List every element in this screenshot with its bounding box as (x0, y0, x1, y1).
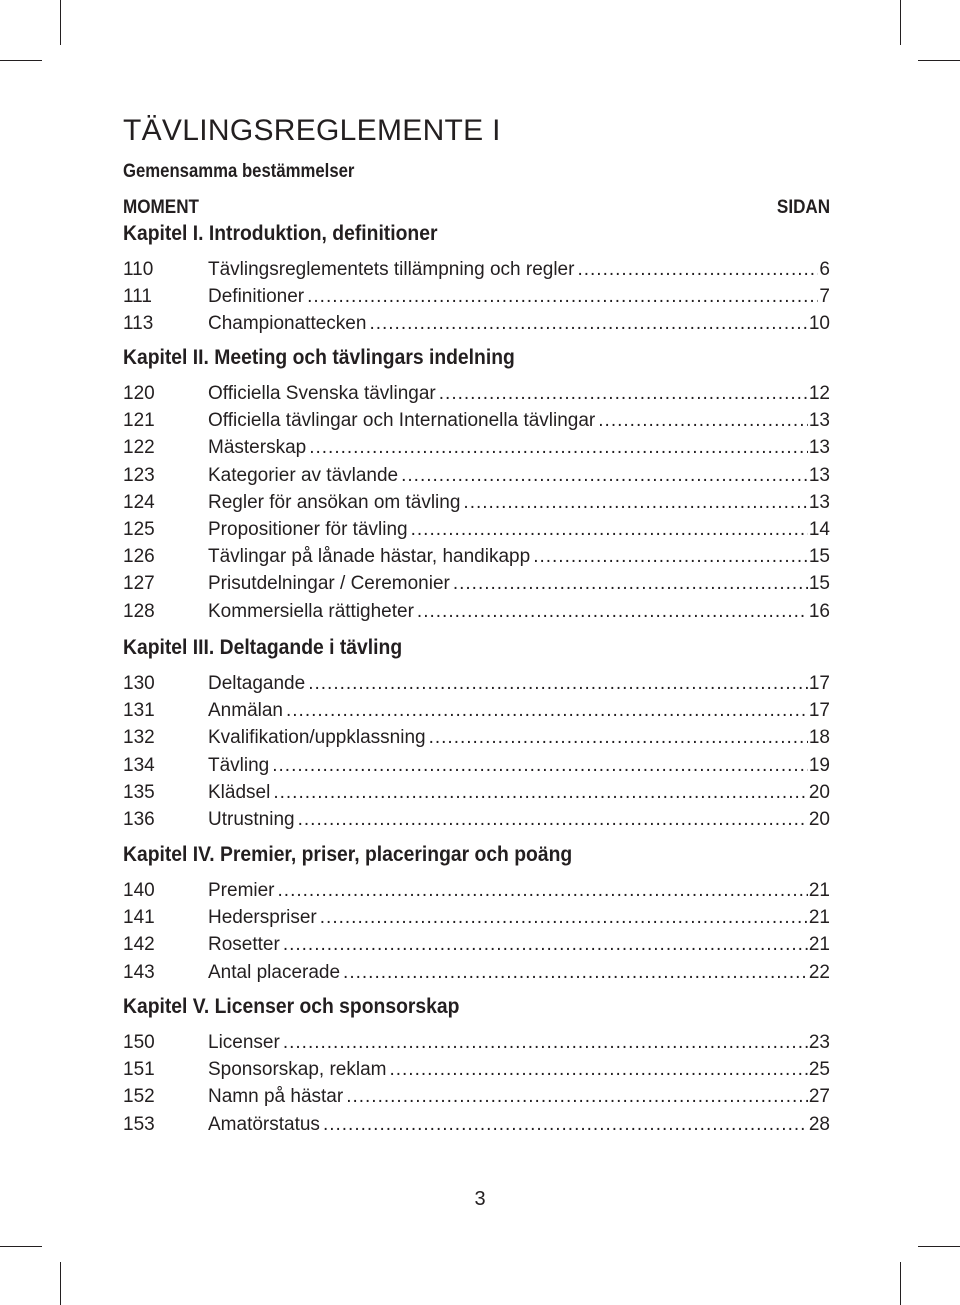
toc-entry[interactable] (123, 543, 830, 570)
dot-leader (346, 1083, 808, 1110)
entry-title: Mästerskap (208, 437, 307, 459)
entry-page-number: 23 (808, 1032, 830, 1053)
entry-page-number: 13 (808, 437, 830, 459)
entry-number: 141 (123, 907, 155, 929)
entry-page-number: 21 (808, 880, 830, 901)
toc-entry[interactable] (123, 283, 830, 310)
dot-leader (343, 959, 808, 986)
entry-page-number: 15 (808, 546, 830, 568)
entry-page-number: 17 (808, 700, 830, 722)
entry-number: 121 (123, 410, 155, 432)
entry-page-number: 25 (808, 1059, 830, 1081)
crop-mark (60, 0, 61, 45)
entry-number: 111 (123, 286, 152, 308)
toc-entry[interactable] (123, 904, 830, 931)
column-header-moment: MOMENT (123, 197, 199, 218)
chapter-heading: Kapitel III. Deltagande i tävling (123, 636, 403, 659)
toc-entry[interactable] (123, 570, 830, 597)
dot-leader (309, 434, 808, 461)
entry-page-number: 22 (808, 961, 830, 983)
toc-entry[interactable] (123, 516, 830, 543)
entry-number: 127 (123, 573, 155, 595)
dot-leader (298, 806, 808, 833)
entry-title: Tävlingar på lånade hästar, handikapp (208, 546, 531, 568)
entry-number: 134 (123, 754, 155, 776)
dot-leader (417, 598, 808, 625)
toc-entry[interactable] (123, 489, 830, 516)
entry-page-number: 18 (808, 727, 830, 749)
entry-page-number: 14 (808, 519, 830, 540)
toc-entry[interactable] (123, 434, 830, 461)
toc-entry[interactable] (123, 1083, 830, 1110)
entry-number: 120 (123, 383, 155, 404)
dot-leader (283, 1029, 808, 1056)
crop-mark (0, 1246, 42, 1247)
toc-entry[interactable] (123, 380, 830, 407)
entry-title: Tävlingsreglementets tillämpning och regler (208, 259, 575, 280)
crop-mark (0, 60, 42, 61)
entry-number: 151 (123, 1059, 155, 1081)
dot-leader (286, 697, 808, 724)
dot-leader (463, 489, 807, 516)
entry-number: 136 (123, 809, 155, 830)
toc-entry[interactable] (123, 1111, 830, 1138)
entry-page-number: 19 (808, 754, 830, 776)
toc-entry[interactable] (123, 724, 830, 751)
entry-title: Sponsorskap, reklam (208, 1059, 387, 1081)
entry-title: Hederspriser (208, 907, 317, 929)
entry-title: Utrustning (208, 809, 295, 830)
dot-leader (273, 779, 808, 806)
chapter-heading: Kapitel I. Introduktion, definitioner (123, 222, 438, 245)
entry-number: 125 (123, 519, 155, 540)
crop-mark (900, 1262, 901, 1305)
dot-leader (320, 904, 808, 931)
toc-entry[interactable] (123, 697, 830, 724)
entry-number: 131 (123, 700, 155, 722)
toc-entry[interactable] (123, 462, 830, 489)
entry-page-number: 20 (808, 781, 830, 803)
page-number: 3 (474, 1188, 486, 1210)
entry-number: 110 (123, 259, 154, 280)
entry-number: 122 (123, 437, 155, 459)
dot-leader (369, 310, 807, 337)
toc-entry[interactable] (123, 256, 830, 283)
entry-page-number: 10 (808, 313, 830, 335)
entry-title: Amatörstatus (208, 1113, 320, 1135)
entry-title: Namn på hästar (208, 1086, 344, 1108)
entry-number: 128 (123, 600, 155, 622)
chapter-heading: Kapitel II. Meeting och tävlingars indelning (123, 346, 515, 369)
column-header-sidan: SIDAN (776, 197, 830, 218)
chapter-heading: Kapitel V. Licenser och sponsorskap (123, 995, 460, 1018)
toc-entry[interactable] (123, 959, 830, 986)
entry-title: Licenser (208, 1032, 280, 1053)
entry-page-number: 20 (808, 809, 830, 830)
entry-title: Regler för ansökan om tävling (208, 491, 461, 513)
dot-leader (577, 256, 818, 283)
entry-number: 113 (123, 313, 154, 335)
crop-mark (900, 0, 901, 45)
entry-page-number: 21 (808, 934, 830, 956)
crop-mark (60, 1262, 61, 1305)
entry-number: 142 (123, 934, 155, 956)
entry-title: Kommersiella rättigheter (208, 600, 414, 622)
entry-title: Rosetter (208, 934, 280, 956)
toc-entry[interactable] (123, 779, 830, 806)
dot-leader (283, 931, 808, 958)
crop-mark (918, 60, 960, 61)
toc-entry[interactable] (123, 310, 830, 337)
toc-entry[interactable] (123, 806, 830, 833)
entry-number: 132 (123, 727, 155, 749)
toc-entry[interactable] (123, 1029, 830, 1056)
entry-page-number: 13 (808, 410, 830, 432)
entry-number: 152 (123, 1086, 155, 1108)
entry-title: Propositioner för tävling (208, 519, 408, 540)
toc-entry[interactable] (123, 670, 830, 697)
entry-title: Anmälan (208, 700, 283, 722)
chapter-heading: Kapitel IV. Premier, priser, placeringar och poäng (123, 843, 573, 866)
entry-page-number: 21 (808, 907, 830, 929)
page-title: TÄVLINGSREGLEMENTE I (123, 114, 501, 147)
entry-title: Officiella Svenska tävlingar (208, 383, 436, 404)
entry-page-number: 15 (808, 573, 830, 595)
entry-title: Klädsel (208, 781, 271, 803)
toc-entry[interactable] (123, 752, 830, 779)
entry-title: Antal placerade (208, 961, 341, 983)
entry-title: Deltagande (208, 673, 306, 694)
dot-leader (272, 752, 808, 779)
entry-title: Prisutdelningar / Ceremonier (208, 573, 450, 595)
entry-title: Championattecken (208, 313, 367, 335)
toc-entry[interactable] (123, 931, 830, 958)
entry-number: 153 (123, 1113, 155, 1135)
entry-page-number: 17 (808, 673, 830, 694)
entry-title: Kvalifikation/uppklassning (208, 727, 426, 749)
dot-leader (598, 407, 808, 434)
entry-page-number: 12 (808, 383, 830, 404)
toc-entry[interactable] (123, 407, 830, 434)
entry-page-number: 6 (819, 259, 830, 280)
entry-number: 130 (123, 673, 155, 694)
entry-number: 140 (123, 880, 155, 901)
dot-leader (533, 543, 808, 570)
entry-number: 124 (123, 491, 155, 513)
dot-leader (439, 380, 808, 407)
entry-title: Tävling (208, 754, 270, 776)
crop-mark (918, 1246, 960, 1247)
dot-leader (429, 724, 808, 751)
entry-number: 150 (123, 1032, 155, 1053)
entry-page-number: 28 (808, 1113, 830, 1135)
entry-page-number: 16 (808, 600, 830, 622)
dot-leader (411, 516, 808, 543)
dot-leader (308, 670, 808, 697)
dot-leader (307, 283, 818, 310)
entry-page-number: 27 (808, 1086, 830, 1108)
entry-title: Definitioner (208, 286, 305, 308)
dot-leader (453, 570, 808, 597)
dot-leader (389, 1056, 807, 1083)
entry-number: 123 (123, 464, 155, 486)
entry-number: 143 (123, 961, 155, 983)
toc-entry[interactable] (123, 877, 830, 904)
toc-entry[interactable] (123, 1056, 830, 1083)
toc-entry[interactable] (123, 598, 830, 625)
entry-title: Kategorier av tävlande (208, 464, 399, 486)
entry-page-number: 7 (819, 286, 830, 308)
dot-leader (323, 1111, 808, 1138)
entry-title: Premier (208, 880, 275, 901)
entry-page-number: 13 (808, 491, 830, 513)
entry-title: Officiella tävlingar och Internationella tävlingar (208, 410, 596, 432)
entry-page-number: 13 (808, 464, 830, 486)
dot-leader (278, 877, 808, 904)
entry-number: 126 (123, 546, 155, 568)
dot-leader (401, 462, 808, 489)
page-subtitle: Gemensamma bestämmelser (123, 161, 355, 182)
entry-number: 135 (123, 781, 155, 803)
